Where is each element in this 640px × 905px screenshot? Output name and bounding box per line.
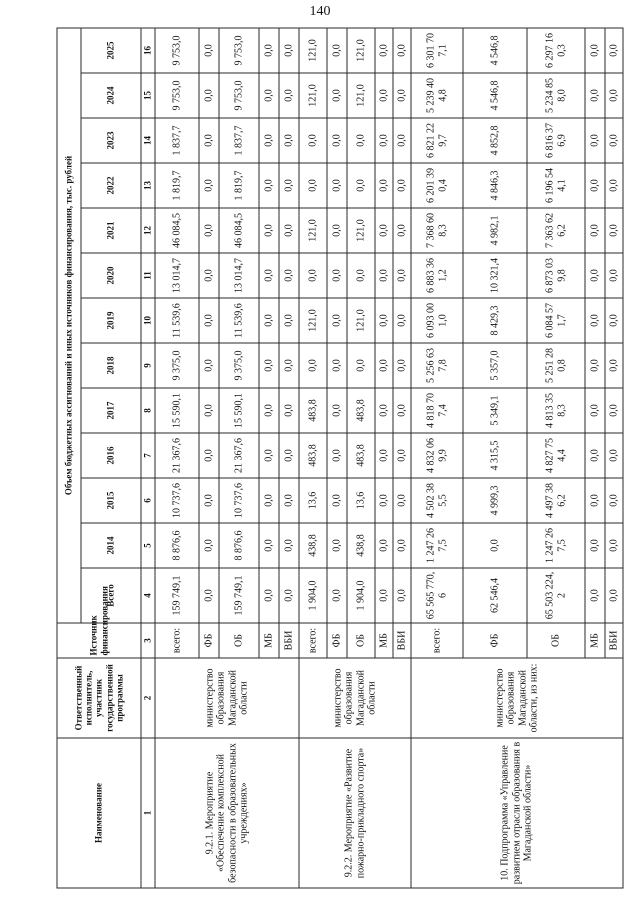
cell-year-value: 6 821 229,7 [411,118,463,163]
cell-year-value: 0,0 [585,253,605,298]
cell-year-value: 0,0 [375,118,393,163]
header-total: Всего [81,568,141,623]
cell-year-value: 13,6 [299,478,327,523]
header-year: 2022 [81,163,141,208]
cell-year-value: 0,0 [605,118,623,163]
cell-year-value: 0,0 [585,433,605,478]
cell-year-value: 121,0 [347,73,375,118]
cell-year-value: 0,0 [199,388,219,433]
cell-year-value: 0,0 [327,163,347,208]
cell-year-value: 1 247 267,5 [527,523,585,568]
cell-year-value: 46 084,5 [219,208,259,253]
header-year: 2021 [81,208,141,253]
cell-year-value: 6 084 571,7 [527,298,585,343]
cell-year-value: 0,0 [585,28,605,73]
cell-year-value: 0,0 [327,523,347,568]
cell-total: 0,0 [279,568,299,623]
funding-source: ОБ [219,623,259,658]
cell-year-value: 0,0 [393,433,411,478]
cell-year-value: 0,0 [327,298,347,343]
item-name: 9.2.1. Мероприятие «Обеспечение комплексной безопасности в образовательных учреждениях» [155,738,299,888]
funding-source: ВБИ [279,623,299,658]
cell-year-value: 4 846,3 [463,163,527,208]
cell-year-value: 5 234 858,0 [527,73,585,118]
cell-year-value: 10 737,6 [219,478,259,523]
cell-year-value: 9 753,0 [219,73,259,118]
cell-year-value: 0,0 [375,73,393,118]
cell-year-value: 121,0 [299,208,327,253]
cell-year-value: 0,0 [393,478,411,523]
cell-year-value: 46 084,5 [155,208,199,253]
cell-year-value: 6 873 039,8 [527,253,585,298]
cell-year-value: 13,6 [347,478,375,523]
cell-total: 0,0 [259,568,279,623]
cell-year-value: 0,0 [279,433,299,478]
cell-total: 0,0 [199,568,219,623]
column-number: 16 [141,28,155,73]
cell-year-value: 15 590,1 [155,388,199,433]
cell-year-value: 0,0 [279,118,299,163]
cell-year-value: 0,0 [393,208,411,253]
cell-year-value: 5 349,1 [463,388,527,433]
cell-year-value: 0,0 [299,118,327,163]
cell-total: 65 565 770,6 [411,568,463,623]
cell-year-value: 0,0 [605,523,623,568]
cell-year-value: 9 753,0 [155,28,199,73]
cell-year-value: 121,0 [299,298,327,343]
cell-year-value: 4 818 707,4 [411,388,463,433]
cell-year-value: 0,0 [259,208,279,253]
cell-year-value: 13 014,7 [219,253,259,298]
item-executor: министерство образования Магаданской области [299,658,411,738]
cell-year-value: 0,0 [605,73,623,118]
header-funding-group: Объем бюджетных ассигнований и иных источников финансирования, тыс. рублей [57,28,81,623]
cell-year-value: 0,0 [279,208,299,253]
cell-year-value: 0,0 [393,343,411,388]
cell-total: 1 904,0 [299,568,327,623]
cell-year-value: 10 321,4 [463,253,527,298]
cell-year-value: 0,0 [259,73,279,118]
cell-year-value: 0,0 [393,298,411,343]
cell-year-value: 0,0 [605,388,623,433]
cell-year-value: 0,0 [347,343,375,388]
cell-year-value: 0,0 [375,523,393,568]
table-row [155,28,199,888]
cell-year-value: 0,0 [347,253,375,298]
cell-year-value: 121,0 [347,298,375,343]
cell-year-value: 0,0 [375,343,393,388]
cell-total: 0,0 [605,568,623,623]
cell-year-value: 9 375,0 [155,343,199,388]
cell-year-value: 0,0 [279,28,299,73]
cell-year-value: 5 239 404,8 [411,73,463,118]
cell-year-value: 0,0 [327,253,347,298]
cell-year-value: 483,8 [347,388,375,433]
cell-year-value: 0,0 [259,433,279,478]
cell-year-value: 4 502 385,5 [411,478,463,523]
cell-year-value: 0,0 [199,163,219,208]
cell-year-value: 0,0 [259,388,279,433]
cell-total: 62 546,4 [463,568,527,623]
cell-year-value: 7 368 608,3 [411,208,463,253]
item-name: 9.2.2. Мероприятие «Развитие пожарно-прикладного спорта» [299,738,411,888]
cell-year-value: 1 837,7 [155,118,199,163]
cell-year-value: 0,0 [259,343,279,388]
cell-year-value: 1 247 267,5 [411,523,463,568]
cell-year-value: 0,0 [393,523,411,568]
header-year: 2024 [81,73,141,118]
cell-year-value: 0,0 [279,253,299,298]
cell-year-value: 438,8 [299,523,327,568]
cell-year-value: 0,0 [585,343,605,388]
cell-year-value: 483,8 [347,433,375,478]
cell-year-value: 6 883 361,2 [411,253,463,298]
column-number: 10 [141,298,155,343]
column-number: 7 [141,433,155,478]
cell-year-value: 0,0 [375,253,393,298]
cell-year-value: 4 546,8 [463,28,527,73]
cell-year-value: 4 497 386,2 [527,478,585,523]
cell-year-value: 4 827 754,4 [527,433,585,478]
cell-year-value: 0,0 [299,253,327,298]
cell-year-value: 0,0 [585,208,605,253]
cell-year-value: 6 301 707,1 [411,28,463,73]
cell-year-value: 0,0 [279,523,299,568]
cell-year-value: 0,0 [199,28,219,73]
header-year: 2015 [81,478,141,523]
cell-year-value: 0,0 [393,163,411,208]
header-year: 2020 [81,253,141,298]
cell-year-value: 0,0 [279,478,299,523]
column-number-row [141,28,155,888]
header-executor: Ответственный исполнитель, участник государственной программы [57,658,141,738]
cell-year-value: 4 852,8 [463,118,527,163]
cell-year-value: 0,0 [327,433,347,478]
cell-year-value: 0,0 [199,298,219,343]
cell-year-value: 4 315,5 [463,433,527,478]
cell-year-value: 0,0 [199,118,219,163]
cell-year-value: 6 297 160,3 [527,28,585,73]
cell-year-value: 121,0 [299,73,327,118]
cell-year-value: 0,0 [327,343,347,388]
cell-year-value: 0,0 [279,73,299,118]
cell-year-value: 6 816 376,9 [527,118,585,163]
cell-year-value: 0,0 [327,388,347,433]
column-number: 12 [141,208,155,253]
page-number: 140 [309,4,331,19]
cell-year-value: 0,0 [259,523,279,568]
cell-year-value: 0,0 [327,28,347,73]
cell-year-value: 0,0 [605,163,623,208]
cell-year-value: 0,0 [327,208,347,253]
column-number: 3 [141,623,155,658]
rotated-table-container [56,33,619,889]
column-number: 6 [141,478,155,523]
cell-year-value: 5 256 637,8 [411,343,463,388]
cell-year-value: 6 201 390,4 [411,163,463,208]
header-year: 2016 [81,433,141,478]
cell-year-value: 0,0 [199,523,219,568]
cell-year-value: 8 876,6 [219,523,259,568]
cell-year-value: 4 813 358,3 [527,388,585,433]
funding-source: всего: [155,623,199,658]
cell-year-value: 0,0 [259,163,279,208]
cell-year-value: 0,0 [279,388,299,433]
cell-year-value: 0,0 [605,208,623,253]
cell-total: 0,0 [375,568,393,623]
cell-year-value: 483,8 [299,433,327,478]
cell-year-value: 9 753,0 [219,28,259,73]
cell-year-value: 0,0 [605,478,623,523]
cell-year-value: 0,0 [605,28,623,73]
cell-year-value: 7 363 626,2 [527,208,585,253]
cell-year-value: 0,0 [327,118,347,163]
funding-table [56,28,623,889]
cell-year-value: 0,0 [375,388,393,433]
column-number: 14 [141,118,155,163]
cell-total: 159 749,1 [219,568,259,623]
cell-year-value: 21 367,6 [219,433,259,478]
header-year: 2018 [81,343,141,388]
header-year: 2019 [81,298,141,343]
cell-year-value: 0,0 [375,478,393,523]
header-source: Источник финансирования [57,623,141,658]
cell-year-value: 1 819,7 [219,163,259,208]
funding-source: ВБИ [393,623,411,658]
funding-source: ВБИ [605,623,623,658]
funding-source: МБ [259,623,279,658]
cell-year-value: 121,0 [347,208,375,253]
funding-source: МБ [585,623,605,658]
cell-year-value: 0,0 [259,28,279,73]
item-name: 10. Подпрограмма «Управление развитием отрасли образования в Магаданской области» [411,738,623,888]
cell-year-value: 4 982,1 [463,208,527,253]
cell-year-value: 9 375,0 [219,343,259,388]
cell-year-value: 6 093 001,0 [411,298,463,343]
cell-year-value: 0,0 [605,298,623,343]
cell-year-value: 0,0 [199,478,219,523]
cell-total: 0,0 [585,568,605,623]
cell-year-value: 6 196 544,1 [527,163,585,208]
cell-year-value: 0,0 [375,208,393,253]
cell-year-value: 483,8 [299,388,327,433]
cell-year-value: 11 539,6 [219,298,259,343]
cell-year-value: 0,0 [259,298,279,343]
funding-source: ОБ [527,623,585,658]
cell-year-value: 0,0 [199,73,219,118]
cell-year-value: 5 357,0 [463,343,527,388]
cell-year-value: 0,0 [375,163,393,208]
cell-year-value: 13 014,7 [155,253,199,298]
funding-source: ФБ [327,623,347,658]
cell-year-value: 121,0 [347,28,375,73]
header-year: 2014 [81,523,141,568]
cell-year-value: 4 999,3 [463,478,527,523]
cell-year-value: 0,0 [463,523,527,568]
cell-year-value: 0,0 [327,478,347,523]
cell-year-value: 0,0 [585,118,605,163]
cell-year-value: 0,0 [259,478,279,523]
cell-year-value: 11 539,6 [155,298,199,343]
header-name: Наименование [57,738,141,888]
funding-source: всего: [299,623,327,658]
column-number: 2 [141,658,155,738]
cell-year-value: 0,0 [393,73,411,118]
column-number: 15 [141,73,155,118]
cell-year-value: 0,0 [585,523,605,568]
cell-total: 0,0 [393,568,411,623]
cell-year-value: 8 429,3 [463,298,527,343]
cell-year-value: 0,0 [585,388,605,433]
cell-year-value: 0,0 [327,73,347,118]
header-year: 2017 [81,388,141,433]
column-number: 9 [141,343,155,388]
cell-year-value: 0,0 [375,298,393,343]
cell-year-value: 0,0 [279,298,299,343]
cell-year-value: 8 876,6 [155,523,199,568]
cell-year-value: 0,0 [347,163,375,208]
cell-total: 159 749,1 [155,568,199,623]
cell-year-value: 0,0 [199,343,219,388]
cell-year-value: 0,0 [585,298,605,343]
funding-source: всего: [411,623,463,658]
cell-year-value: 121,0 [299,28,327,73]
cell-year-value: 0,0 [605,433,623,478]
cell-year-value: 1 819,7 [155,163,199,208]
cell-year-value: 0,0 [585,73,605,118]
table-row [411,28,463,888]
cell-year-value: 4 832 069,9 [411,433,463,478]
funding-source: ОБ [347,623,375,658]
cell-year-value: 0,0 [199,253,219,298]
item-executor: министерство образования Магаданской области [155,658,299,738]
cell-year-value: 0,0 [375,433,393,478]
cell-year-value: 0,0 [393,253,411,298]
cell-year-value: 438,8 [347,523,375,568]
column-number: 4 [141,568,155,623]
cell-year-value: 0,0 [199,208,219,253]
cell-year-value: 0,0 [585,163,605,208]
cell-year-value: 4 546,8 [463,73,527,118]
cell-year-value: 0,0 [393,388,411,433]
cell-year-value: 10 737,6 [155,478,199,523]
funding-source: ФБ [463,623,527,658]
cell-year-value: 0,0 [299,343,327,388]
cell-year-value: 0,0 [585,478,605,523]
cell-year-value: 9 753,0 [155,73,199,118]
cell-year-value: 0,0 [279,343,299,388]
cell-year-value: 0,0 [347,118,375,163]
cell-year-value: 15 590,1 [219,388,259,433]
header-year: 2023 [81,118,141,163]
cell-year-value: 0,0 [375,28,393,73]
column-number: 11 [141,253,155,298]
cell-year-value: 5 251 280,8 [527,343,585,388]
cell-year-value: 0,0 [605,253,623,298]
cell-year-value: 0,0 [199,433,219,478]
cell-year-value: 0,0 [393,28,411,73]
column-number: 8 [141,388,155,433]
table-row [299,28,327,888]
cell-total: 1 904,0 [347,568,375,623]
cell-total: 0,0 [327,568,347,623]
column-number: 13 [141,163,155,208]
cell-year-value: 21 367,6 [155,433,199,478]
cell-year-value: 0,0 [279,163,299,208]
funding-source: ФБ [199,623,219,658]
cell-year-value: 1 837,7 [219,118,259,163]
cell-year-value: 0,0 [299,163,327,208]
cell-year-value: 0,0 [259,253,279,298]
cell-year-value: 0,0 [259,118,279,163]
header-year: 2025 [81,28,141,73]
column-number: 5 [141,523,155,568]
cell-total: 65 503 224,2 [527,568,585,623]
funding-source: МБ [375,623,393,658]
cell-year-value: 0,0 [393,118,411,163]
column-number: 1 [141,738,155,888]
item-executor: министерство образования Магаданской области, из них: [411,658,623,738]
cell-year-value: 0,0 [605,343,623,388]
